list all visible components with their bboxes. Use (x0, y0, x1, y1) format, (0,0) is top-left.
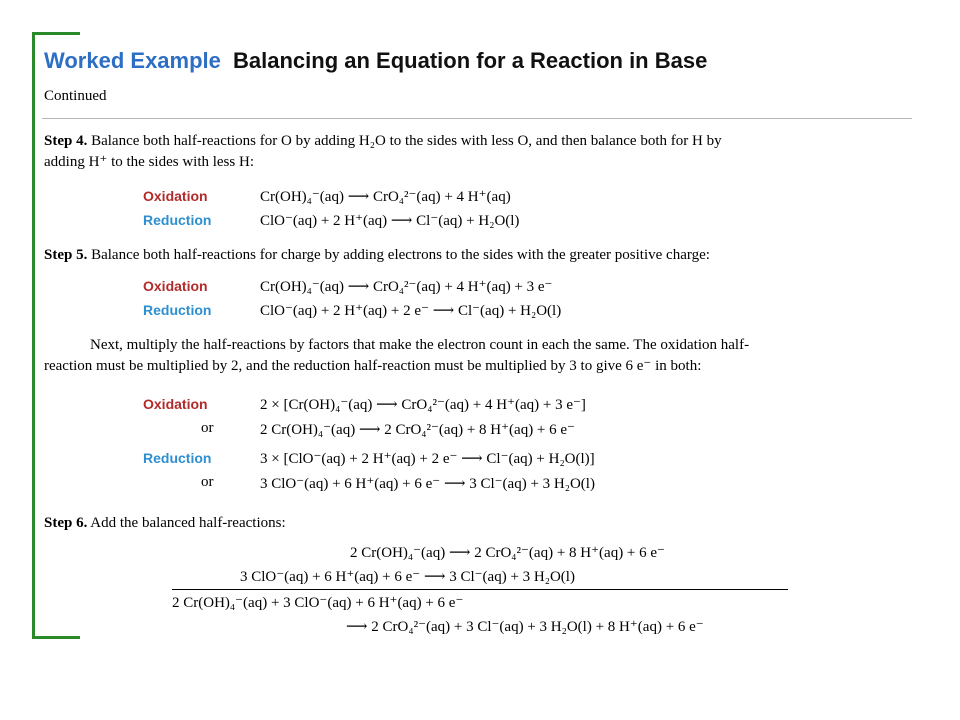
total-line-1: 2 Cr(OH)₄⁻(aq) + 3 ClO⁻(aq) + 6 H⁺(aq) + 6 e⁻ (172, 595, 464, 611)
step4-paragraph (44, 131, 914, 173)
step4-reduction-label: Reduction (143, 212, 212, 228)
sum-rule (172, 589, 788, 590)
divider (42, 118, 912, 119)
step6-text: Add the balanced half-reactions: (90, 515, 286, 531)
multiply-oxidation-result: 2 Cr(OH)₄⁻(aq) ⟶ 2 CrO₄²⁻(aq) + 8 H⁺(aq) + 6 e⁻ (260, 422, 575, 438)
multiply-reduction-or: or (201, 474, 214, 490)
multiply-reduction-label: Reduction (143, 450, 212, 466)
subtitle: Continued (44, 88, 107, 104)
step5-next-paragraph (44, 335, 914, 377)
worked-example-label: Worked Example (44, 48, 221, 73)
page-title (44, 48, 707, 74)
step5-reduction-label: Reduction (143, 302, 212, 318)
multiply-oxidation-equation: 2 × [Cr(OH)₄⁻(aq) ⟶ CrO₄²⁻(aq) + 4 H⁺(aq) + 3 e⁻] (260, 397, 586, 413)
step5-paragraph (44, 245, 914, 266)
accent-bar-bottom (32, 636, 80, 639)
step4-heading: Step 4. (44, 133, 88, 149)
step5-reduction-equation: ClO⁻(aq) + 2 H⁺(aq) + 2 e⁻ ⟶ Cl⁻(aq) + H₂O(l) (260, 303, 562, 319)
step5-oxidation-label: Oxidation (143, 278, 208, 294)
step5-next-line2: reaction must be multiplied by 2, and the reduction half-reaction must be multiplied by 3 to give 6 e⁻ in both: (44, 358, 702, 374)
multiply-oxidation-label: Oxidation (143, 396, 208, 412)
multiply-reduction-result: 3 ClO⁻(aq) + 6 H⁺(aq) + 6 e⁻ ⟶ 3 Cl⁻(aq) + 3 H₂O(l) (260, 476, 595, 492)
step4-reduction-equation: ClO⁻(aq) + 2 H⁺(aq) ⟶ Cl⁻(aq) + H₂O(l) (260, 213, 520, 229)
sum-line-1: 2 Cr(OH)₄⁻(aq) ⟶ 2 CrO₄²⁻(aq) + 8 H⁺(aq) + 6 e⁻ (350, 545, 665, 561)
accent-bar-vertical (32, 32, 35, 638)
sum-line-2: 3 ClO⁻(aq) + 6 H⁺(aq) + 6 e⁻ ⟶ 3 Cl⁻(aq) + 3 H₂O(l) (240, 569, 575, 585)
step4-text-line2: adding H⁺ to the sides with less H: (44, 154, 254, 170)
step6-heading: Step 6. (44, 515, 88, 531)
multiply-oxidation-or: or (201, 420, 214, 436)
step5-oxidation-equation: Cr(OH)₄⁻(aq) ⟶ CrO₄²⁻(aq) + 4 H⁺(aq) + 3 e⁻ (260, 279, 553, 295)
topic-title: Balancing an Equation for a Reaction in Base (233, 48, 708, 73)
step6-paragraph (44, 513, 914, 534)
step4-oxidation-label: Oxidation (143, 188, 208, 204)
step4-text-line1: Balance both half-reactions for O by adding H₂O to the sides with less O, and then balance both for H by (91, 133, 722, 149)
multiply-reduction-equation: 3 × [ClO⁻(aq) + 2 H⁺(aq) + 2 e⁻ ⟶ Cl⁻(aq) + H₂O(l)] (260, 451, 595, 467)
total-line-2: ⟶ 2 CrO₄²⁻(aq) + 3 Cl⁻(aq) + 3 H₂O(l) + 8 H⁺(aq) + 6 e⁻ (346, 619, 704, 635)
step5-heading: Step 5. (44, 247, 88, 263)
accent-bar-top (32, 32, 80, 35)
step5-next-line1: Next, multiply the half-reactions by factors that make the electron count in each the same. The oxidation half- (90, 337, 750, 353)
step5-text: Balance both half-reactions for charge by adding electrons to the sides with the greater positive charge: (91, 247, 710, 263)
step4-oxidation-equation: Cr(OH)₄⁻(aq) ⟶ CrO₄²⁻(aq) + 4 H⁺(aq) (260, 189, 511, 205)
